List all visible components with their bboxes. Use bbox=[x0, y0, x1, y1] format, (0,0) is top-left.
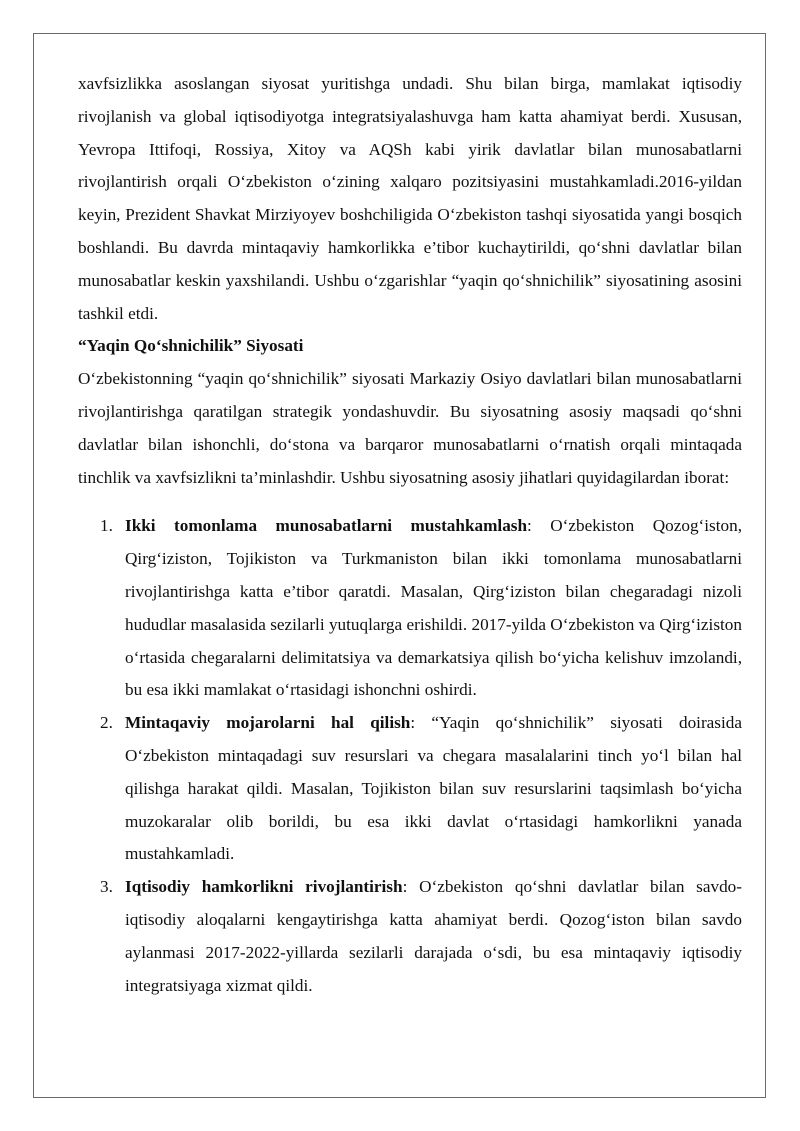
list-item bbox=[78, 510, 742, 707]
list-item-term: Mintaqaviy mojarolarni hal qilish bbox=[125, 713, 411, 733]
intro-paragraph: xavfsizlikka asoslangan siyosat yuritishga undadi. Shu bilan birga, mamlakat iqtisodiy rivojlanish va global iqtisodiyotga integratsiyalashuvga ham katta ahamiyat berdi. Xususan, Yevropa Ittifoqi, Rossiya, Xitoy va AQSh kabi yirik davlatlar bilan munosabatlarni rivojlantirish orqali O‘zbekiston o‘zining xalqaro pozitsiyasini mustahkamladi.2016-yildan keyin, Prezident Shavkat Mirziyoyev boshchiligida O‘zbekiston tashqi siyosatida yangi bosqich boshlandi. Bu davrda mintaqaviy hamkorlikka e’tibor kuchaytirildi, qo‘shni davlatlar bilan munosabatlar keskin yaxshilandi. Ushbu o‘zgarishlar “yaqin qo‘shnichilik” siyosatining asosini tashkil etdi. bbox=[78, 74, 742, 323]
numbered-list bbox=[78, 510, 742, 1002]
list-item-text: : “Yaqin qo‘shnichilik” siyosati doirasida O‘zbekiston mintaqadagi suv resurslari va chegara masalalarini tinch yo‘l bilan hal qilishga harakat qildi. Masalan, Tojikiston bilan suv resurslarini taqsimlash bo‘yicha muzokaralar olib borildi, bu esa ikki davlat o‘rtasidagi hamkorlikni yanada mustahkamladi. bbox=[125, 713, 742, 864]
document-body bbox=[78, 68, 742, 1002]
section-heading: “Yaqin Qo‘shnichilik” Siyosati bbox=[78, 336, 304, 356]
list-item bbox=[78, 871, 742, 1002]
list-item-term: Iqtisodiy hamkorlikni rivojlantirish bbox=[125, 877, 403, 897]
list-item-text: : O‘zbekiston qo‘shni davlatlar bilan savdo-iqtisodiy aloqalarni kengaytirishga katta ahamiyat berdi. Qozog‘iston bilan savdo aylanmasi 2017-2022-yillarda sezilarli darajada o‘sdi, bu esa mintaqaviy iqtisodiy integratsiyaga xizmat qildi. bbox=[125, 877, 742, 995]
list-item-text: : O‘zbekiston Qozog‘iston, Qirg‘iziston, Tojikiston va Turkmaniston bilan ikki tomonlama munosabatlarni rivojlantirishga katta e’tibor qaratdi. Masalan, Qirg‘iziston bilan chegaradagi nizoli hududlar masalasida sezilarli yutuqlarga erishildi. 2017-yilda O‘zbekiston va Qirg‘iziston o‘rtasida chegaralarni delimitatsiya va demarkatsiya qilish bo‘yicha kelishuv imzolandi, bu esa ikki mamlakat o‘rtasidagi ishonchni oshirdi. bbox=[125, 516, 742, 700]
list-item-number: 2. bbox=[100, 713, 113, 733]
section-paragraph: O‘zbekistonning “yaqin qo‘shnichilik” siyosati Markaziy Osiyo davlatlari bilan munosabatlarni rivojlantirishga qaratilgan strategik yondashuvdir. Bu siyosatning asosiy maqsadi qo‘shni davlatlar bilan ishonchli, do‘stona va barqaror munosabatlarni o‘rnatish orqali mintaqada tinchlik va xavfsizlikni ta’minlashdir. Ushbu siyosatning asosiy jihatlari quyidagilardan iborat: bbox=[78, 369, 742, 487]
list-item-number: 1. bbox=[100, 516, 113, 536]
list-item-term: Ikki tomonlama munosabatlarni mustahkamlash bbox=[125, 516, 528, 536]
list-item bbox=[78, 707, 742, 871]
list-item-number: 3. bbox=[100, 877, 113, 897]
